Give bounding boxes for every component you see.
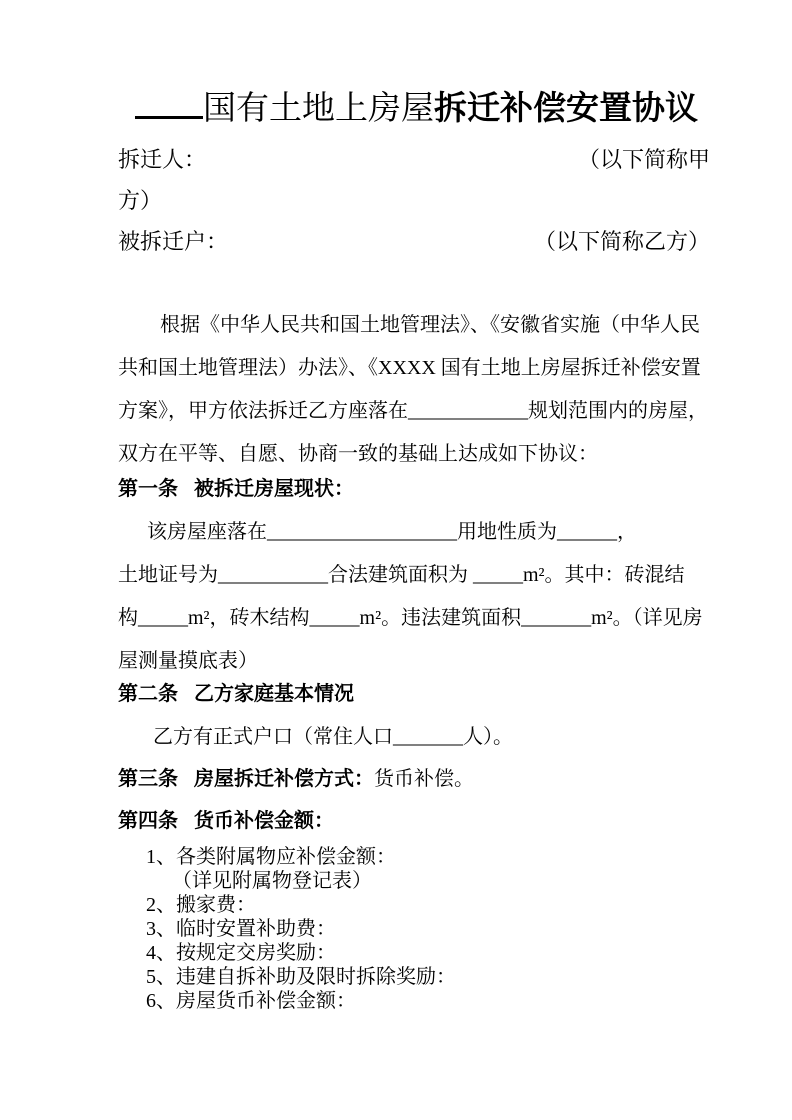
demolisher-alias-part2: 方） — [118, 188, 163, 213]
list-item-note: （详见附属物登记表） — [172, 870, 372, 892]
party-line-demolisher — [118, 139, 710, 180]
article2-line: 乙方有正式户口（常住人口_______人）。 — [153, 726, 513, 748]
list-item: 3、临时安置补助费： — [146, 918, 336, 940]
preamble-paragraph — [118, 304, 710, 476]
list-item: 1、各类附属物应补偿金额： — [146, 846, 396, 868]
article4-heading — [118, 800, 710, 843]
list-item: 2、搬家费： — [146, 894, 256, 916]
article1-line: 构_____m²，砖木结构_____m²。违法建筑面积_______m²。（详见房 — [118, 607, 703, 629]
article3-text: 货币补偿。 — [374, 768, 474, 790]
list-item: 5、违建自拆补助及限时拆除奖励： — [146, 966, 456, 988]
document-title — [118, 86, 727, 132]
article1-line: 该房屋座落在___________________用地性质为______， — [147, 521, 637, 543]
demolisher-alias-part1: （以下简称甲 — [577, 147, 710, 172]
demolisher-label: 拆迁人： — [118, 147, 207, 172]
article1-heading — [118, 468, 710, 511]
article3-number: 第三条 — [118, 768, 178, 790]
title-text-regular: 国有土地上房屋 — [203, 91, 434, 127]
demolishee-alias: （以下简称乙方） — [533, 229, 710, 254]
preamble-line: 方案》，甲方依法拆迁乙方座落在____________规划范围内的房屋， — [118, 400, 708, 422]
article1-line: 屋测量摸底表） — [118, 650, 258, 672]
article4-title: 货币补偿金额： — [194, 810, 334, 832]
article4-number: 第四条 — [118, 810, 178, 832]
article2-title: 乙方家庭基本情况 — [194, 683, 354, 705]
title-text-bold: 拆迁补偿安置协议 — [434, 91, 698, 127]
article3-title: 房屋拆迁补偿方式： — [194, 768, 374, 790]
list-item: 6、房屋货币补偿金额： — [146, 990, 356, 1012]
article3-heading — [118, 758, 710, 801]
article1-body — [118, 511, 710, 683]
article2-body — [118, 716, 710, 759]
parties-block — [118, 139, 710, 262]
preamble-line: 共和国土地管理法）办法》、《XXXX 国有土地上房屋拆迁补偿安置 — [118, 357, 701, 379]
demolishee-label: 被拆迁户： — [118, 229, 229, 254]
article4-item-list — [118, 845, 738, 1013]
title-blank-underline — [135, 112, 203, 119]
article2-number: 第二条 — [118, 683, 178, 705]
article1-number: 第一条 — [118, 478, 178, 500]
article2-heading — [118, 673, 710, 716]
preamble-line: 双方在平等、自愿、协商一致的基础上达成如下协议： — [118, 443, 598, 465]
article1-title: 被拆迁房屋现状： — [194, 478, 354, 500]
party-line-demolishee — [118, 221, 710, 262]
preamble-line: 根据《中华人民共和国土地管理法》、《安徽省实施（中华人民 — [160, 314, 700, 336]
list-item: 4、按规定交房奖励： — [146, 942, 336, 964]
article1-line: 土地证号为___________合法建筑面积为 _____m²。其中：砖混结 — [118, 564, 685, 586]
party-line-demolisher-wrap — [118, 180, 710, 221]
